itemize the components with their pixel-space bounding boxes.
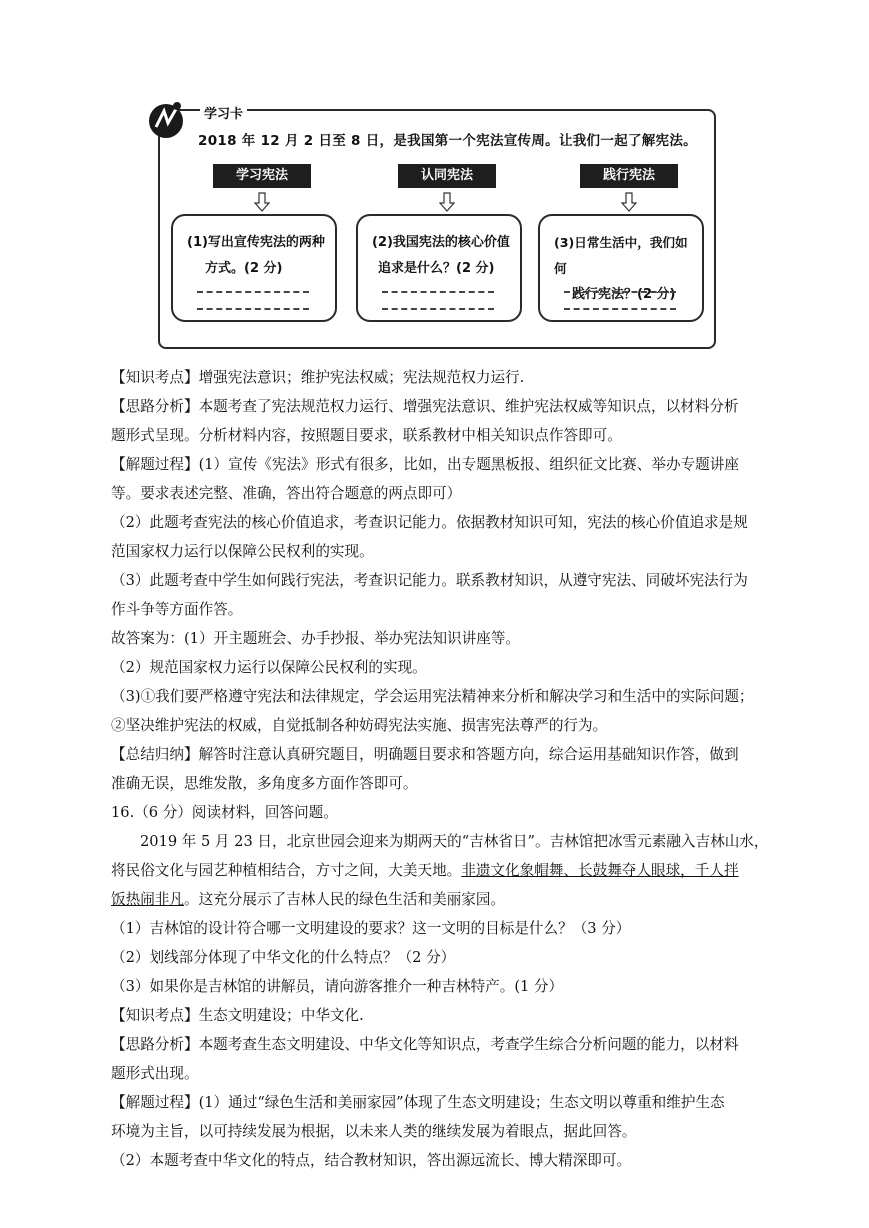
answer-line-text: （2）规范国家权力运行以保障公民权利的实现。	[111, 659, 427, 676]
study-card-logo-icon	[146, 97, 190, 141]
question-box-1	[171, 214, 337, 322]
question-text: 追求是什么？(2 分)	[378, 261, 495, 276]
answer-line-text: （3)①我们要严格遵守宪法和法律规定，学会运用宪法精神来分析和解决学习和生活中的实际问题；	[111, 688, 754, 705]
analysis-line: 【思路分析】本题考查生态文明建设、中华文化等知识点，考查学生综合分析问题的能力，以材料	[111, 1036, 739, 1053]
sub-question-line: （2）划线部分体现了中华文化的什么特点？（2 分）	[111, 949, 456, 966]
analysis-line: 题形式呈现。分析材料内容，按照题目要求，联系教材中相关知识点作答即可。	[111, 427, 622, 444]
underlined-text: 饭热闹非凡	[111, 891, 184, 908]
answer-line-text: 故答案为：(1）开主题班会、办手抄报、举办宪法知识讲座等。	[111, 630, 521, 647]
material-line	[111, 888, 771, 912]
down-arrow-icon	[439, 192, 455, 212]
material-text: 。这充分展示了吉林人民的绿色生活和美丽家园。	[183, 891, 506, 908]
question-text: (1)写出宣传宪法的两种	[187, 235, 325, 250]
knowledge-point-line: 【知识考点】增强宪法意识；维护宪法权威；宪法规范权力运行.	[111, 369, 525, 386]
solution-line: 范国家权力运行以保障公民权利的实现。	[111, 543, 374, 560]
answer-line	[197, 308, 309, 310]
study-card	[158, 97, 720, 351]
down-arrow-icon	[621, 192, 637, 212]
column-heading-identify: 认同宪法	[398, 164, 496, 188]
solution-line: （2）本题考查中华文化的特点，结合教材知识，答出源远流长、博大精深即可。	[111, 1152, 632, 1169]
answer-line	[382, 308, 494, 310]
answer-line	[564, 291, 676, 293]
question-box-3	[538, 214, 704, 322]
solution-line: 环境为主旨，以可持续发展为根据，以未来人类的继续发展为着眼点，据此回答。	[111, 1123, 637, 1140]
solution-line: 作斗争等方面作答。	[111, 601, 243, 618]
question-text: 践行宪法？(2 分)	[572, 287, 676, 302]
question-text: (3)日常生活中，我们如何	[554, 235, 688, 276]
column-heading-learn: 学习宪法	[213, 164, 311, 188]
summary-line: 准确无误，思维发散，多角度多方面作答即可。	[111, 775, 418, 792]
question-text: (2)我国宪法的核心价值	[372, 235, 510, 250]
answer-line	[564, 308, 676, 310]
question-16-heading: 16.（6 分）阅读材料，回答问题。	[111, 804, 338, 821]
question-box-2	[356, 214, 522, 322]
question-text: 方式。(2 分)	[205, 261, 283, 276]
sub-question-line: （3）如果你是吉林馆的讲解员，请向游客推介一种吉林特产。(1 分）	[111, 978, 564, 995]
summary-line: 【总结归纳】解答时注意认真研究题目，明确题目要求和答题方向，综合运用基础知识作答，做到	[111, 746, 739, 763]
study-card-label: 学习卡	[200, 103, 247, 122]
sub-question-line: （1）吉林馆的设计符合哪一文明建设的要求？这一文明的目标是什么？（3 分）	[111, 920, 631, 937]
material-line: 2019 年 5 月 23 日，北京世园会迎来为期两天的“吉林省日”。吉林馆把冰雪元素融入吉林山水，	[140, 833, 769, 850]
down-arrow-icon	[254, 192, 270, 212]
material-text: 将民俗文化与园艺种植相结合，方寸之间，大美天地。	[111, 862, 462, 879]
column-heading-practice: 践行宪法	[580, 164, 678, 188]
solution-line: （3）此题考查中学生如何践行宪法，考查识记能力。联系教材知识，从遵守宪法、同破坏宪法行为	[111, 572, 748, 589]
answer-line-text: ②坚决维护宪法的权威，自觉抵制各种妨碍宪法实施、损害宪法尊严的行为。	[111, 717, 608, 734]
solution-line: 【解题过程】(1）宣传《宪法》形式有很多，比如，出专题黑板报、组织征文比赛、举办专题讲座	[111, 456, 739, 473]
solution-line: （2）此题考查宪法的核心价值追求，考查识记能力。依据教材知识可知，宪法的核心价值追求是规	[111, 514, 748, 531]
study-card-intro: 2018 年 12 月 2 日至 8 日，是我国第一个宪法宣传周。让我们一起了解宪法。	[198, 133, 697, 149]
solution-line: 【解题过程】(1）通过“绿色生活和美丽家园”体现了生态文明建设；生态文明以尊重和维护生态	[111, 1094, 725, 1111]
knowledge-point-line: 【知识考点】生态文明建设；中华文化.	[111, 1007, 364, 1024]
analysis-line: 题形式出现。	[111, 1065, 199, 1082]
answer-line	[382, 291, 494, 293]
underlined-text: 非遗文化象帽舞、长鼓舞夺人眼球，千人拌	[461, 862, 739, 879]
answer-line	[197, 291, 309, 293]
analysis-line: 【思路分析】本题考查了宪法规范权力运行、增强宪法意识、维护宪法权威等知识点，以材料分析	[111, 398, 739, 415]
material-line	[111, 859, 771, 883]
solution-line: 等。要求表述完整、准确，答出符合题意的两点即可）	[111, 485, 462, 502]
